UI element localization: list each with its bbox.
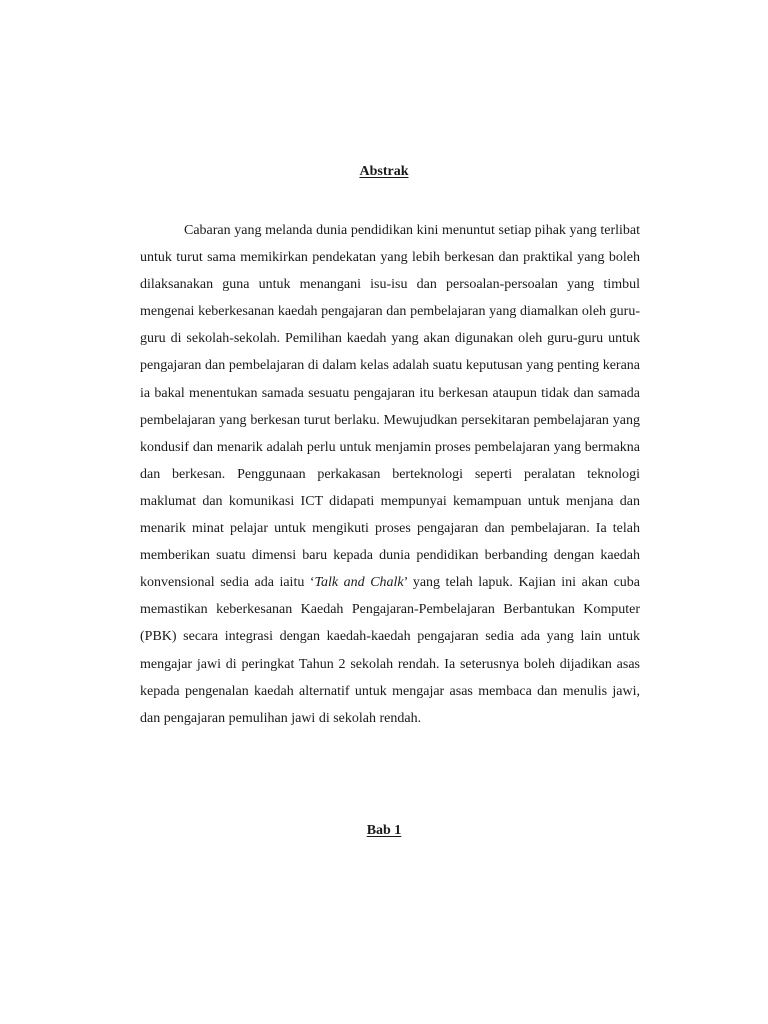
abstract-text-part-2: ’ yang telah lapuk. Kajian ini akan cuba memastikan keberkesanan Kaedah Pengajaran-Pembelajaran Berbantukan Komputer (PBK) secara integrasi dengan kaedah-kaedah pengajaran sedia ada yang lain untuk mengajar jawi di peringkat Tahun 2 sekolah rendah. Ia seterusnya boleh dijadikan asas kepada pengenalan kaedah alternatif untuk mengajar asas membaca dan menulis jawi, dan pengajaran pemulihan jawi di sekolah rendah. [140,575,640,726]
abstract-heading: Abstrak [359,164,409,179]
chapter-heading: Bab 1 [366,823,402,838]
abstract-paragraph [140,217,640,732]
abstract-text-italic-phrase: Talk and Chalk [314,575,404,591]
abstract-text-part-1: Cabaran yang melanda dunia pendidikan kini menuntut setiap pihak yang terlibat untuk turut sama memikirkan pendekatan yang lebih berkesan dan praktikal yang boleh dilaksanakan guna untuk menangani isu-isu dan persoalan-persoalan yang timbul mengenai keberkesanan kaedah pengajaran dan pembelajaran yang diamalkan oleh guru-guru di sekolah-sekolah. Pemilihan kaedah yang akan digunakan oleh guru-guru untuk pengajaran dan pembelajaran di dalam kelas adalah suatu keputusan yang penting kerana ia bakal menentukan samada sesuatu pengajaran itu berkesan ataupun tidak dan samada pembelajaran yang berkesan turut berlaku. Mewujudkan persekitaran pembelajaran yang kondusif dan menarik adalah perlu untuk menjamin proses pembelajaran yang bermakna dan berkesan. Penggunaan perkakasan berteknologi seperti peralatan teknologi maklumat dan komunikasi ICT didapati mempunyai kemampuan untuk menjana dan menarik minat pelajar untuk mengikuti proses pengajaran dan pembelajaran. Ia telah memberikan suatu dimensi baru kepada dunia pendidikan berbanding dengan kaedah konvensional sedia ada iaitu ‘ [140,223,640,591]
